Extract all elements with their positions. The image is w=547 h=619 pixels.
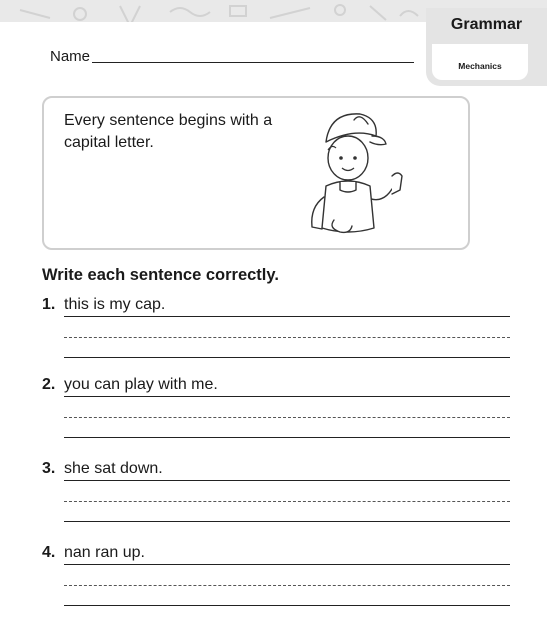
name-field-line[interactable] (92, 62, 414, 63)
rule-text: Every sentence begins with a capital letter. (64, 112, 273, 151)
writing-line-dashed[interactable] (64, 337, 510, 338)
item-sentence: she sat down. (64, 460, 163, 477)
item-sentence: this is my cap. (64, 296, 166, 313)
exercise-item-1 (42, 296, 512, 366)
name-area (0, 22, 430, 72)
writing-line-bottom[interactable] (64, 437, 510, 438)
item-sentence: you can play with me. (64, 376, 218, 393)
subsection-box (432, 44, 528, 80)
name-label: Name (50, 48, 91, 65)
exercise-item-3 (42, 460, 512, 530)
exercise-item-4 (42, 544, 512, 614)
writing-line-top (64, 396, 510, 397)
subsection-title: Mechanics (458, 61, 502, 71)
writing-line-top (64, 564, 510, 565)
writing-line-top (64, 316, 510, 317)
rule-box (42, 96, 470, 250)
instructions: Write each sentence correctly. (42, 266, 279, 284)
item-number: 4. (42, 544, 56, 561)
writing-line-top (64, 480, 510, 481)
exercise-item-2 (42, 376, 512, 446)
writing-line-dashed[interactable] (64, 585, 510, 586)
writing-line-bottom[interactable] (64, 605, 510, 606)
section-title: Grammar (450, 16, 523, 33)
item-number: 2. (42, 376, 56, 393)
item-number: 3. (42, 460, 56, 477)
writing-line-bottom[interactable] (64, 357, 510, 358)
writing-line-dashed[interactable] (64, 417, 510, 418)
writing-line-bottom[interactable] (64, 521, 510, 522)
section-tab (426, 8, 547, 86)
writing-line-dashed[interactable] (64, 501, 510, 502)
item-number: 1. (42, 296, 56, 313)
boy-waving-illustration (296, 102, 406, 242)
item-sentence: nan ran up. (64, 544, 145, 561)
